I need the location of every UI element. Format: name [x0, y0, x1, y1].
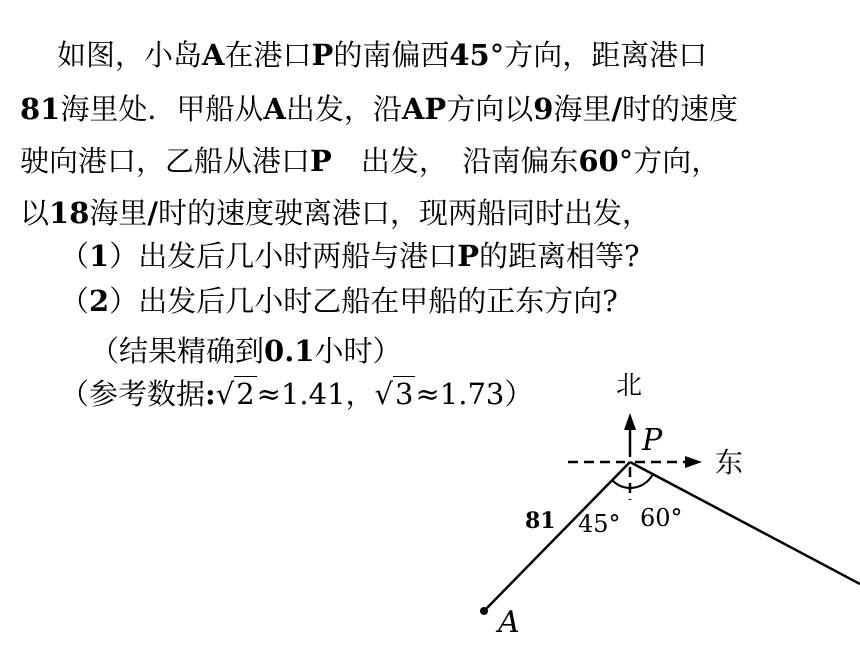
reference-prefix: （参考数据 — [60, 377, 206, 411]
sqrt-2-value: ≈1.41， — [256, 377, 375, 411]
problem-line-1: 如图，小岛A在港口P的南偏西45°方向，距离港口 — [57, 38, 708, 72]
reference-colon: : — [205, 377, 216, 411]
east-arrow — [685, 456, 702, 468]
angle-east-label: 60° — [640, 504, 683, 532]
island-label: A — [498, 605, 520, 640]
problem-line-2: 81海里处．甲船从A出发，沿AP方向以9海里/时的速度 — [20, 92, 739, 126]
port-label: P — [642, 423, 663, 458]
sqrt-3-value: ≈1.73） — [415, 377, 534, 411]
angle-arc-east — [630, 474, 653, 488]
east-label: 东 — [715, 446, 744, 479]
sqrt-3: √3 — [374, 377, 414, 411]
problem-line-3: 驶向港口，乙船从港口P 出发， 沿南偏东60°方向， — [20, 144, 721, 178]
island-a-point — [480, 607, 488, 615]
angle-arc-west — [612, 480, 630, 488]
precision-note: （结果精确到0.1小时） — [90, 334, 402, 368]
sqrt-2: √2 — [215, 377, 255, 411]
north-label: 北 — [616, 371, 643, 401]
north-arrow — [624, 413, 636, 430]
angle-west-label: 45° — [578, 510, 621, 538]
bearing-diagram — [440, 360, 860, 645]
question-1: （1）出发后几小时两船与港口P的距离相等? — [60, 239, 640, 273]
question-2: （2）出发后几小时乙船在甲船的正东方向? — [60, 284, 618, 318]
problem-line-4: 以18海里/时的速度驶离港口，现两船同时出发， — [20, 196, 651, 230]
distance-label: 81 — [525, 508, 556, 534]
